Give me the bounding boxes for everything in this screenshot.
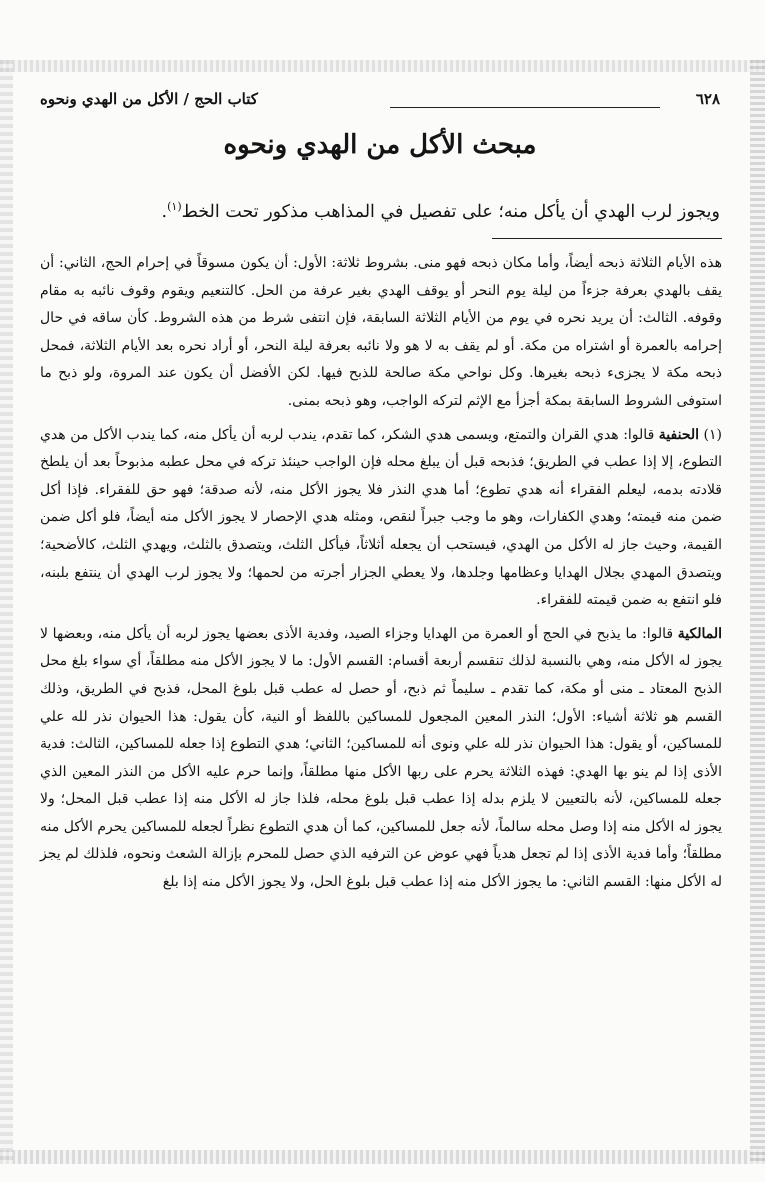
footnote-separator bbox=[492, 238, 722, 239]
footnotes bbox=[40, 250, 722, 897]
page-number: ٦٢٨ bbox=[695, 90, 720, 108]
page-border-right bbox=[750, 60, 765, 1164]
footnote-maliki bbox=[40, 621, 722, 897]
section-title: مبحث الأكل من الهدي ونحوه bbox=[223, 130, 537, 160]
footnote-number: (١) bbox=[703, 426, 722, 443]
intro-text: ويجوز لرب الهدي أن يأكل منه؛ على تفصيل في المذاهب مذكور تحت الخط bbox=[181, 201, 720, 222]
footnote-hanafi bbox=[40, 422, 722, 615]
hanafi-label: الحنفية bbox=[658, 426, 700, 443]
running-header bbox=[40, 88, 720, 116]
header-rule bbox=[390, 107, 660, 108]
maliki-text: قالوا: ما يذبح في الحج أو العمرة من الهدايا وجزاء الصيد، وفدية الأذى بعضها يجوز لربه أن يأكل منه، وبعضها لا يجوز له الأكل منه، وهي بالنسبة لذلك تنقسم أربعة أقسام: القسم الأول: ما لا يجوز الأكل منه مطلقاً، أي سواء بلغ محل الذبح المعتاد ـ منى أو مكة، كما تقدم ـ سليماً ثم ذبح، أو حصل له عطب قبل بلوغ المحل، فذبح في الطريق، وذلك القسم هو ثلاثة أشياء: الأول؛ النذر المعين المجعول للمساكين باللفظ أو النية، كأن يقول: هذا الحيوان نذر لله علي للمساكين، أو يقول: هذا الحيوان نذر لله علي ونوى أنه للمساكين؛ الثاني؛ هدي التطوع إذا جعله للمساكين، الثالث: فدية الأذى إذا لم ينو بها الهدي: فهذه الثلاثة يحرم على ربها الأكل منها مطلقاً، وإنما حرم عليه الأكل من النذر المعين الذي جعله للمساكين، لأنه بالتعيين لا يلزم بدله إذا عطب قبل بلوغ محله، فلذا جاز له الأكل منه إذا عطب قبل المحل؛ ولا يجوز له الأكل منه إذا وصل محله سالماً، لأنه جعل للمساكين، كما أن هدي التطوع نظراً لجعله للمساكين يحرم الأكل منه مطلقاً؛ وأما فدية الأذى إذا لم تجعل هدياً فهي عوض عن الترفيه الذي حصل للمحرم بإزالة الشعث ونحوه، فلذلك لم يجز له الأكل منها: القسم الثاني: ما يجوز الأكل منه إذا عطب قبل بلوغ الحل، ولا يجوز الأكل منه إذا بلغ bbox=[40, 625, 722, 891]
footnote-continuation: هذه الأيام الثلاثة ذبحه أيضاً، وأما مكان ذبحه فهو منى. بشروط ثلاثة: الأول: أن يكون مسوقاً في إحرام الحج، الثاني: أن يقف بالهدي بعرفة جزءاً من ليلة يوم النحر أو يوقف الهدي بغير عرفة من الحل. كالتنعيم ويقوم وقوف نائبه به مقام وقوفه. الثالث: أن يريد نحره في يوم من الأيام الثلاثة السابقة، فإن انتفى شرط من هذه الشروط. كأن ساقه في حال إحرامه بالعمرة أو اشتراه من مكة. أو لم يقف به لا هو ولا نائبه بعرفة ليلة النحر، أو أراد نحره بعد الأيام الثلاثة، فمحل ذبحه مكة لا يجزىء ذبحه بغيرها. وكل نواحي مكة صالحة للذبح فيها. لكن الأفضل أن يكون عند المروة، ولو ذبح ما استوفى الشروط السابقة بمكة أجزأ مع الإثم لتركه الواجب، وهو ذبحه بمنى. bbox=[40, 255, 722, 409]
intro-paragraph bbox=[40, 190, 720, 229]
page-border-bottom bbox=[0, 1150, 765, 1164]
footnote-ref: (١) bbox=[167, 200, 182, 213]
page-border-top bbox=[0, 60, 765, 72]
hanafi-text: قالوا: هدي القران والتمتع، ويسمى هدي الشكر، كما تقدم، يندب لربه أن يأكل منه، كما يندب الأكل من هدي التطوع، إلا إذا عطب في الطريق؛ فذبحه قبل أن يبلغ محله فإن الواجب حينئذ تركه في محل عطبه مذبوحاً بعد أن يلطخ قلادته بدمه، ليعلم الفقراء أنه هدي تطوع؛ أما هدي النذر فلا يجوز الأكل منه، لأنه صدقة؛ فهو حق للفقراء. فإذا أكل ضمن منه قيمته؛ وهدي الكفارات، وهو ما وجب جبراً لنقص، ومثله هدي الإحصار لا يجوز الأكل منه أيضاً، فلو أكل ضمن القيمة، وحيث جاز له الأكل من الهدي، فيستحب أن يجعله أثلاثاً، فيأكل الثلث، ويتصدق بالثلث، ويهدي الثلث، كالأضحية؛ ويتصدق المهدي بجلال الهدايا وعظامها وجلدها، ولا يعطي الجزار أجرته من لحمها؛ ولا يجوز لرب الهدي أن ينتفع بلبنه، فلو انتفع به ضمن قيمته للفقراء. bbox=[40, 426, 723, 609]
running-title: كتاب الحج / الأكل من الهدي ونحوه bbox=[40, 90, 258, 108]
intro-end: . bbox=[161, 201, 168, 222]
page-border-left bbox=[0, 60, 13, 1164]
maliki-label: المالكية bbox=[677, 625, 723, 642]
